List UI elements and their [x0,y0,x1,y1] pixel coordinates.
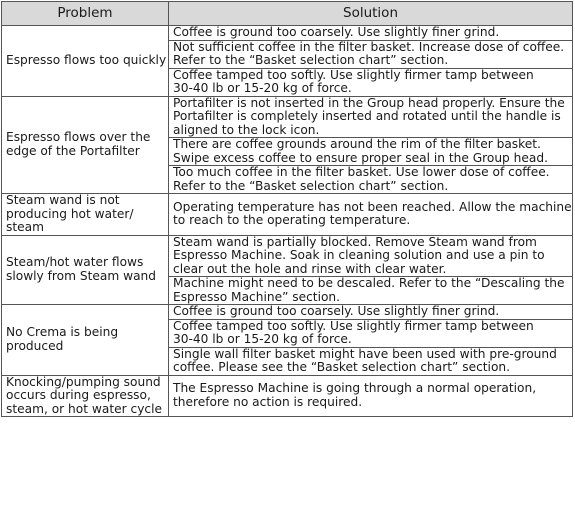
problem-text-line: Steam/hot water flows [6,255,144,270]
problem-text-line: Espresso flows over the [6,130,151,145]
problem-text-line: slowly from Steam wand [6,268,156,283]
solution-text-line: therefore no action is required. [173,394,363,409]
solution-text-line: coffee. Please see the “Basket selection chart” section. [173,360,511,374]
problem-text-line: Steam wand is not [6,193,120,207]
troubleshooting-table [1,1,573,417]
problem-text-line: produced [6,338,64,353]
solution-text-line: clear out the hole and rinse with clear water. [173,261,447,276]
problem-text-line: steam, or hot water cycle [6,401,162,416]
problem-text-line: No Crema is being [6,325,119,340]
solution-cell [169,319,573,347]
table-row [2,235,573,277]
table-row [2,194,573,236]
problem-text-line: Espresso flows too quickly [6,53,167,67]
solution-text-line: Coffee is ground too coarsely. Use slightly finer grind. [173,304,500,318]
problem-text-line: producing hot water/ [6,206,134,221]
table-body [2,26,573,417]
solution-cell [169,96,573,138]
problem-text-line: steam [6,220,44,234]
solution-text-line: There are coffee grounds around the rim of the filter basket. [173,137,541,151]
table-row [2,375,573,417]
solution-cell [169,40,573,68]
solution-text-line: Portafilter is not inserted in the Group head properly. Ensure the [173,95,565,110]
solution-text-line: 30-40 lb or 15-20 kg of force. [173,81,352,95]
solution-text-line: 30-40 lb or 15-20 kg of force. [173,332,352,346]
solution-cell [169,347,573,375]
solution-text-line: The Espresso Machine is going through a normal operation, [173,381,537,396]
problem-cell [2,26,169,97]
problem-text-line: occurs during espresso, [6,388,151,402]
solution-header: Solution [169,2,573,26]
solution-text-line: Refer to the “Basket selection chart” section. [173,178,449,193]
solution-text-line: aligned to the lock icon. [173,122,320,137]
table-row [2,26,573,41]
solution-cell [169,235,573,277]
solution-cell [169,277,573,305]
solution-text-line: Operating temperature has not been reached. Allow the machine [173,199,572,214]
problem-cell [2,235,169,305]
header-row [2,2,573,26]
problem-cell [2,375,169,417]
solution-text-line: Too much coffee in the filter basket. Use lower dose of coffee. [173,165,550,179]
solution-text-line: Coffee is ground too coarsely. Use slightly finer grind. [173,25,500,39]
solution-text-line: to reach to the operating temperature. [173,213,411,228]
solution-text-line: Portafilter is completely inserted and rotated until the handle is [173,109,561,123]
solution-cell [169,305,573,320]
solution-cell [169,138,573,166]
solution-text-line: Swipe excess coffee to ensure proper seal in the Group head. [173,150,548,165]
solution-text-line: Espresso Machine. Soak in cleaning solution and use a pin to [173,248,545,262]
solution-cell [169,375,573,417]
solution-cell [169,68,573,96]
problem-text-line: Knocking/pumping sound [6,374,161,389]
solution-text-line: Steam wand is partially blocked. Remove Steam wand from [173,234,537,249]
solution-cell [169,26,573,41]
problem-header: Problem [2,2,169,26]
table-row [2,305,573,320]
problem-cell [2,194,169,236]
problem-cell [2,305,169,376]
solution-cell [169,194,573,236]
problem-cell [2,96,169,194]
problem-text-line: edge of the Portafilter [6,143,140,158]
solution-text-line: Single wall filter basket might have been used with pre-ground [173,346,557,361]
solution-text-line: Not sufficient coffee in the filter basket. Increase dose of coffee. [173,39,565,54]
solution-cell [169,166,573,194]
solution-text-line: Espresso Machine” section. [173,289,341,304]
solution-text-line: Refer to the “Basket selection chart” section. [173,53,449,67]
table-row [2,96,573,138]
solution-text-line: Machine might need to be descaled. Refer to the “Descaling the [173,276,565,290]
solution-text-line: Coffee tamped too softly. Use slightly firmer tamp between [173,67,534,82]
solution-text-line: Coffee tamped too softly. Use slightly firmer tamp between [173,318,534,333]
